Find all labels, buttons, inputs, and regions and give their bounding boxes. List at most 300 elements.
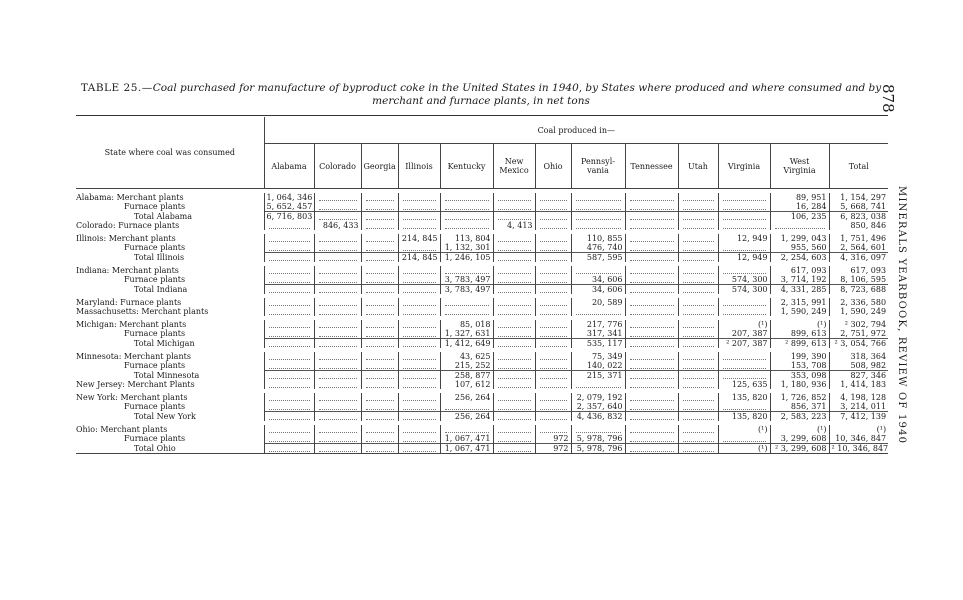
row-label: Furnace plants [124,275,186,285]
caption-lead: TABLE 25.— [80,82,153,94]
value-cell [440,298,493,307]
table-row [76,380,888,389]
total-row [76,212,888,222]
value-cell [398,361,440,371]
value-cell [535,320,571,329]
value-cell [264,425,314,434]
row-label: Total Ohio [76,444,264,454]
value-cell [314,425,361,434]
value-cell [440,266,493,275]
value-cell [398,266,440,275]
value-cell: 5, 978, 796 [571,444,625,454]
row-label: Total Indiana [134,284,188,294]
value-cell [361,393,398,402]
value-cell [535,380,571,389]
value-cell [398,393,440,402]
value-cell [678,266,718,275]
value-cell [625,298,678,307]
value-cell: 207, 387 [718,329,770,339]
table-row [76,266,888,275]
value-cell [571,307,625,316]
value-cell [314,193,361,202]
value-cell [678,193,718,202]
value-cell [314,352,361,361]
value-cell [361,380,398,389]
row-label: Furnace plants [124,243,186,253]
value-cell: 353, 098 [770,371,829,381]
value-cell: 6, 716, 803 [264,212,314,222]
value-cell [493,434,535,444]
value-cell: 574, 300 [718,275,770,285]
value-cell: 587, 595 [571,253,625,263]
value-cell [535,329,571,339]
value-cell [440,221,493,230]
value-cell: (¹) [770,320,829,329]
value-cell: 574, 300 [718,285,770,295]
value-cell: 827, 346 [829,371,888,381]
value-cell: 4, 198, 128 [829,393,888,402]
value-cell [535,202,571,212]
value-cell: 217, 776 [571,320,625,329]
value-cell [264,320,314,329]
value-cell: 1, 726, 852 [770,393,829,402]
row-label: Ohio: Merchant plants [76,425,168,434]
value-cell [718,202,770,212]
value-cell: ² 3, 299, 608 [770,444,829,454]
value-cell: 2, 254, 603 [770,253,829,263]
table-row [76,425,888,434]
value-cell [535,412,571,422]
value-cell [361,298,398,307]
value-cell [571,380,625,389]
value-cell [678,380,718,389]
value-cell [398,434,440,444]
value-cell [678,425,718,434]
value-cell [314,285,361,295]
value-cell [493,285,535,295]
value-cell: 2, 751, 972 [829,329,888,339]
value-cell [678,412,718,422]
value-cell [625,434,678,444]
value-cell: 20, 589 [571,298,625,307]
value-cell [493,329,535,339]
value-cell: 4, 436, 832 [571,412,625,422]
value-cell [678,352,718,361]
table-row [76,361,888,371]
column-header: Pennsyl-vania [571,144,625,189]
value-cell [264,444,314,454]
value-cell [678,444,718,454]
value-cell: 955, 560 [770,243,829,253]
value-cell [678,434,718,444]
value-cell [361,193,398,202]
value-cell: 2, 315, 991 [770,298,829,307]
value-cell: 317, 341 [571,329,625,339]
value-cell [264,339,314,349]
row-label: Furnace plants [124,434,186,444]
value-cell [314,339,361,349]
value-cell: 7, 412, 139 [829,412,888,422]
value-cell [493,412,535,422]
value-cell [678,307,718,316]
value-cell [264,412,314,422]
value-cell [625,444,678,454]
value-cell: 1, 412, 649 [440,339,493,349]
value-cell [314,266,361,275]
running-head: MINERALS YEARBOOK, REVIEW OF 1940 [896,186,907,445]
total-row [76,412,888,422]
value-cell [625,285,678,295]
value-cell [678,234,718,243]
value-cell: 1, 590, 249 [770,307,829,316]
value-cell [678,253,718,263]
value-cell: 1, 067, 471 [440,444,493,454]
row-label: Total New York [134,411,196,421]
value-cell [535,266,571,275]
value-cell: (¹) [770,425,829,434]
value-cell: 199, 390 [770,352,829,361]
value-cell [571,425,625,434]
value-cell [361,234,398,243]
column-header: Utah [678,144,718,189]
value-cell [718,434,770,444]
value-cell [493,371,535,381]
value-cell [625,307,678,316]
value-cell [625,243,678,253]
value-cell [718,402,770,412]
value-cell: 1, 132, 301 [440,243,493,253]
value-cell [398,202,440,212]
value-cell: 106, 235 [770,212,829,222]
value-cell: 256, 264 [440,412,493,422]
value-cell [535,221,571,230]
table-row [76,275,888,285]
value-cell [264,307,314,316]
value-cell [718,298,770,307]
value-cell: 972 [535,434,571,444]
value-cell [398,444,440,454]
value-cell: (¹) [718,425,770,434]
value-cell [361,243,398,253]
table-row [76,221,888,230]
value-cell: 1, 299, 043 [770,234,829,243]
value-cell [625,320,678,329]
value-cell [625,371,678,381]
value-cell: 5, 652, 457 [264,202,314,212]
value-cell [398,298,440,307]
value-cell [398,339,440,349]
table-caption [76,82,886,108]
value-cell: 535, 117 [571,339,625,349]
value-cell [678,402,718,412]
row-label: Total Michigan [134,338,195,348]
table-row [76,202,888,212]
spanner-header: Coal produced in— [264,117,888,144]
value-cell: 89, 951 [770,193,829,202]
value-cell [625,234,678,243]
value-cell [314,275,361,285]
value-cell: 8, 106, 595 [829,275,888,285]
row-label: Michigan: Merchant plants [76,320,187,329]
value-cell [398,307,440,316]
value-cell [493,212,535,222]
table-row [76,298,888,307]
table-row [76,243,888,253]
row-label: Alabama: Merchant plants [76,193,184,202]
value-cell [535,307,571,316]
value-cell [264,234,314,243]
value-cell: 1, 246, 105 [440,253,493,263]
value-cell: 5, 978, 796 [571,434,625,444]
value-cell [493,193,535,202]
value-cell: 34, 606 [571,285,625,295]
row-label: New Jersey: Merchant Plants [76,380,195,389]
value-cell [361,412,398,422]
value-cell: 850, 846 [829,221,888,230]
value-cell: 2, 336, 580 [829,298,888,307]
value-cell: 1, 590, 249 [829,307,888,316]
value-cell: 617, 093 [829,266,888,275]
value-cell [718,371,770,381]
total-row [76,339,888,349]
value-cell [678,393,718,402]
value-cell [314,434,361,444]
value-cell [535,425,571,434]
value-cell [398,243,440,253]
value-cell [314,371,361,381]
value-cell: 4, 316, 097 [829,253,888,263]
value-cell [678,275,718,285]
value-cell: 508, 982 [829,361,888,371]
value-cell [398,193,440,202]
column-header: Colorado [314,144,361,189]
value-cell: 2, 583, 223 [770,412,829,422]
value-cell [398,371,440,381]
column-header: Ohio [535,144,571,189]
value-cell [264,266,314,275]
value-cell [535,193,571,202]
value-cell: 3, 783, 497 [440,275,493,285]
row-label: Total Minnesota [134,370,200,380]
value-cell [535,393,571,402]
value-cell [625,275,678,285]
row-label: Illinois: Merchant plants [76,234,176,243]
value-cell [398,329,440,339]
value-cell [361,275,398,285]
value-cell [535,352,571,361]
value-cell: 1, 067, 471 [440,434,493,444]
value-cell [493,253,535,263]
value-cell [264,285,314,295]
value-cell [264,371,314,381]
value-cell [493,307,535,316]
value-cell [493,425,535,434]
value-cell: 16, 284 [770,202,829,212]
value-cell: 1, 751, 496 [829,234,888,243]
value-cell [264,221,314,230]
table-row [76,193,888,202]
value-cell [398,380,440,389]
value-cell [314,234,361,243]
value-cell [571,266,625,275]
value-cell [718,361,770,371]
value-cell: 8, 723, 688 [829,285,888,295]
row-label: Massachusetts: Merchant plants [76,307,209,316]
value-cell: 107, 612 [440,380,493,389]
page-number: 878 [879,84,897,113]
column-header: Alabama [264,144,314,189]
row-label: Indiana: Merchant plants [76,266,179,275]
value-cell [361,444,398,454]
value-cell [571,221,625,230]
column-header: Illinois [398,144,440,189]
value-cell [625,212,678,222]
value-cell [314,307,361,316]
value-cell: 4, 331, 285 [770,285,829,295]
total-row [76,444,888,454]
value-cell [493,393,535,402]
value-cell: 6, 823, 038 [829,212,888,222]
table-row [76,402,888,412]
value-cell [264,329,314,339]
value-cell [361,212,398,222]
table-row [76,320,888,329]
value-cell: 214, 845 [398,234,440,243]
value-cell: 3, 299, 608 [770,434,829,444]
column-header: West Virginia [770,144,829,189]
value-cell [361,221,398,230]
value-cell: 2, 564, 601 [829,243,888,253]
value-cell: 1, 414, 183 [829,380,888,389]
value-cell [440,307,493,316]
value-cell: ² 207, 387 [718,339,770,349]
column-header: Georgia [361,144,398,189]
value-cell: 1, 327, 631 [440,329,493,339]
value-cell: 476, 740 [571,243,625,253]
value-cell [361,320,398,329]
column-header: Tennessee [625,144,678,189]
value-cell [314,329,361,339]
value-cell: (¹) [718,444,770,454]
value-cell [398,285,440,295]
value-cell: 10, 346, 847 [829,434,888,444]
value-cell: (¹) [718,320,770,329]
value-cell: 135, 820 [718,412,770,422]
value-cell [493,234,535,243]
value-cell [625,266,678,275]
value-cell [361,253,398,263]
value-cell [361,402,398,412]
value-cell [718,221,770,230]
table-row [76,234,888,243]
value-cell: 214, 845 [398,253,440,263]
value-cell [264,402,314,412]
value-cell: 3, 214, 011 [829,402,888,412]
value-cell [314,243,361,253]
value-cell [571,193,625,202]
value-cell [264,253,314,263]
value-cell: 4, 413 [493,221,535,230]
value-cell [361,307,398,316]
value-cell: 3, 783, 497 [440,285,493,295]
value-cell: ² 3, 054, 766 [829,339,888,349]
value-cell [264,275,314,285]
value-cell [440,212,493,222]
value-cell [625,253,678,263]
value-cell [398,320,440,329]
value-cell: 318, 364 [829,352,888,361]
value-cell: 256, 264 [440,393,493,402]
value-cell [264,393,314,402]
total-row [76,371,888,381]
value-cell [535,212,571,222]
value-cell [264,361,314,371]
value-cell [398,412,440,422]
value-cell [625,329,678,339]
value-cell: 215, 252 [440,361,493,371]
value-cell: 135, 820 [718,393,770,402]
value-cell: 3, 714, 192 [770,275,829,285]
value-cell [493,380,535,389]
value-cell [535,285,571,295]
value-cell: (¹) [829,425,888,434]
value-cell [678,371,718,381]
value-cell [625,380,678,389]
value-cell [264,298,314,307]
row-label: Furnace plants [124,361,186,371]
value-cell [625,352,678,361]
value-cell [314,444,361,454]
value-cell [678,329,718,339]
value-cell [264,243,314,253]
row-label: Minnesota: Merchant plants [76,352,191,361]
value-cell: ² 10, 346, 847 [829,444,888,454]
value-cell [571,202,625,212]
value-cell: 617, 093 [770,266,829,275]
value-cell: 1, 154, 297 [829,193,888,202]
value-cell [678,361,718,371]
value-cell [535,339,571,349]
value-cell: 34, 606 [571,275,625,285]
value-cell [625,402,678,412]
value-cell [718,193,770,202]
row-label: Total Illinois [134,252,185,262]
value-cell [314,412,361,422]
rule-top [76,115,888,116]
value-cell [571,212,625,222]
row-label: Maryland: Furnace plants [76,298,182,307]
value-cell [625,361,678,371]
row-label: Furnace plants [124,202,186,212]
value-cell: 12, 949 [718,253,770,263]
value-cell: 153, 708 [770,361,829,371]
value-cell [264,352,314,361]
column-header: Kentucky [440,144,493,189]
value-cell [625,393,678,402]
value-cell: ² 302, 794 [829,320,888,329]
value-cell: 2, 357, 640 [571,402,625,412]
value-cell [398,221,440,230]
table-row [76,434,888,444]
value-cell: 125, 635 [718,380,770,389]
stub-header: State where coal was consumed [76,117,264,189]
value-cell [493,266,535,275]
value-cell [678,202,718,212]
value-cell [493,339,535,349]
row-label: New York: Merchant plants [76,393,188,402]
value-cell [361,425,398,434]
value-cell [718,243,770,253]
